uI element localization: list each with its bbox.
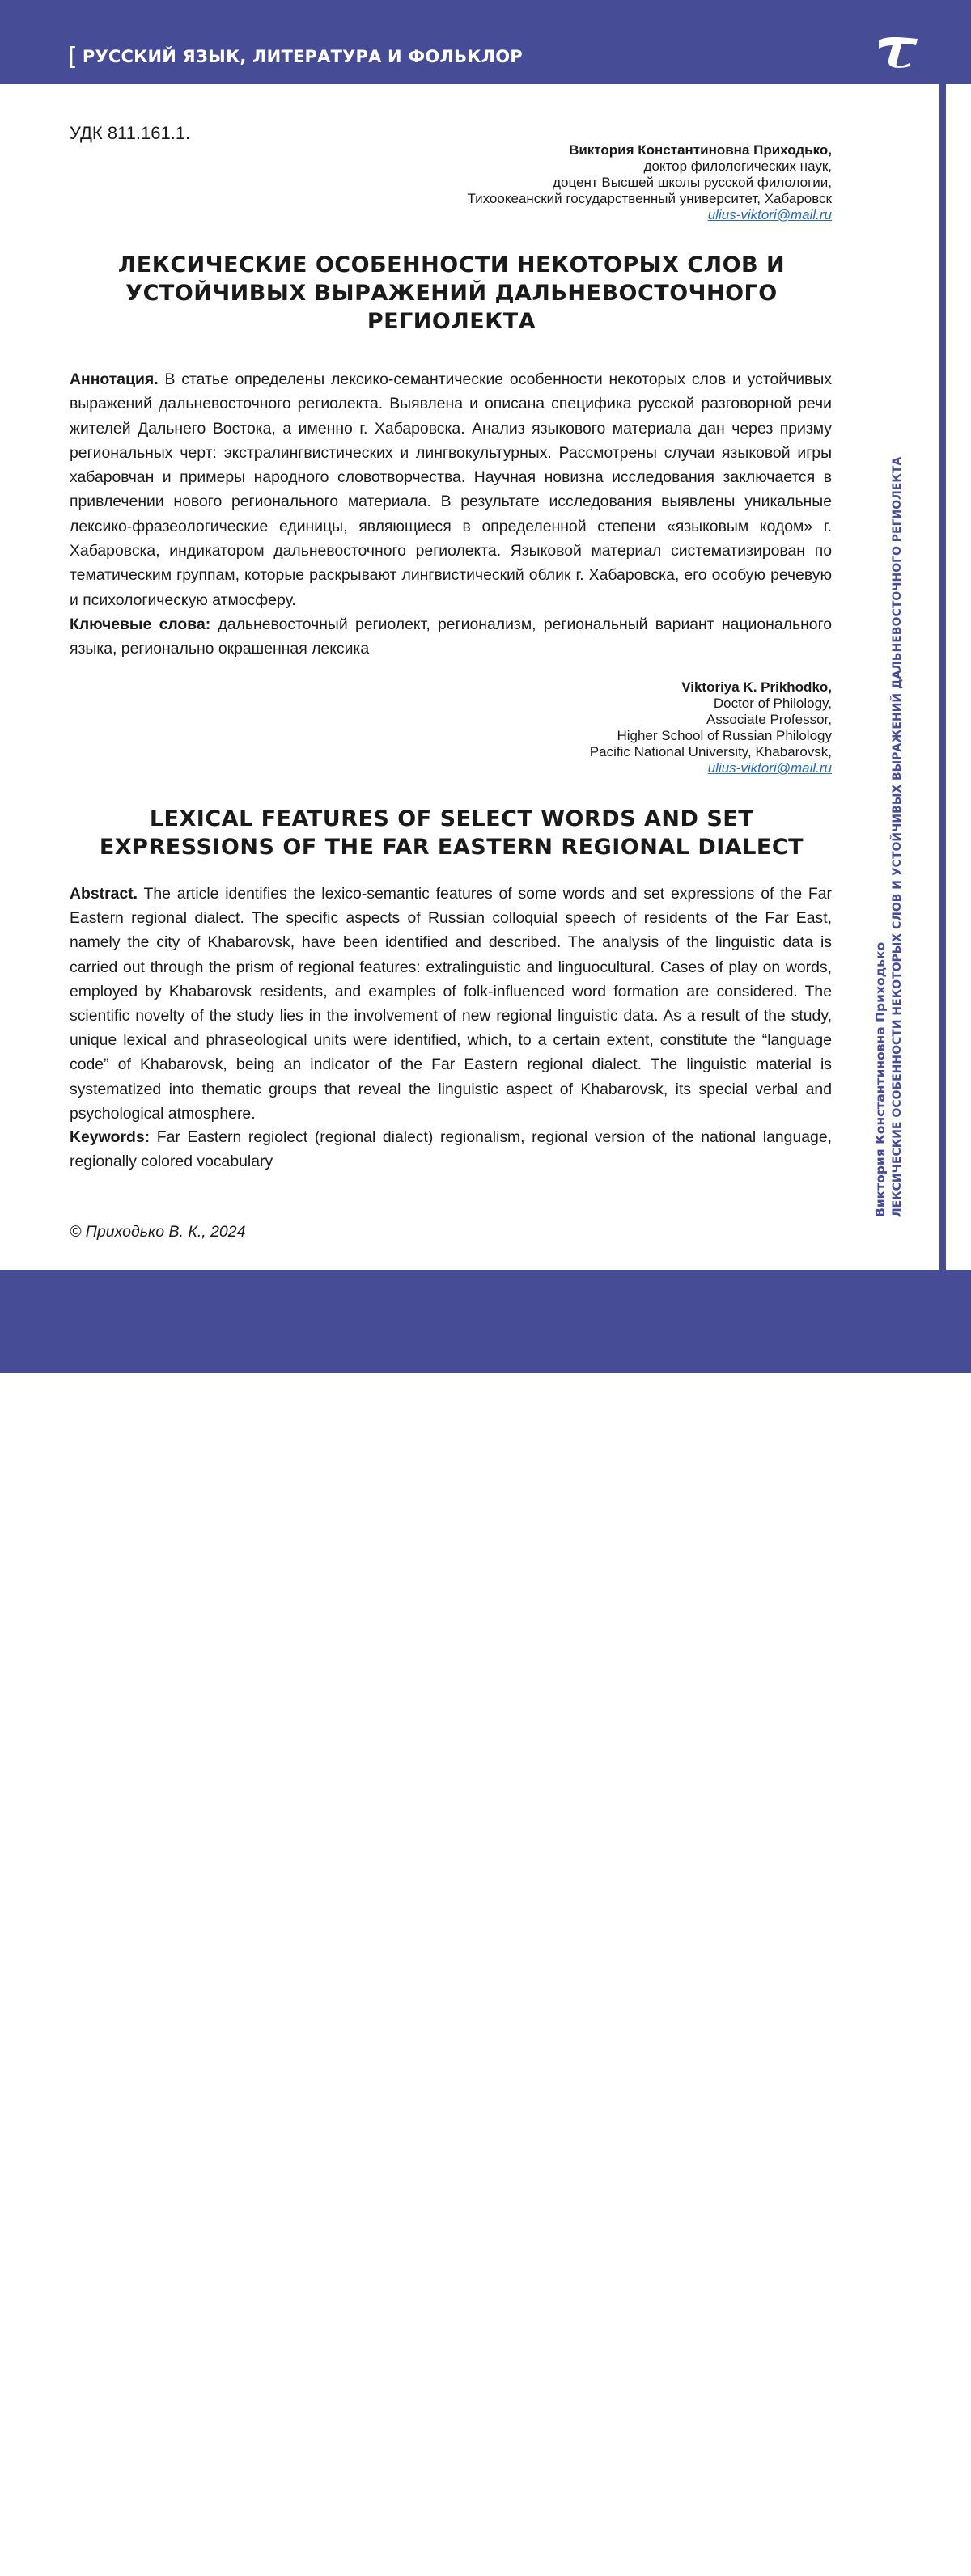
- abstract-text: The article identifies the lexico-semantic features of some words and set expressions of the Far Eastern regional dialect. The specific aspects of Russian colloquial speech of residents of the Far East, namely the city of Khabarovsk, have been identified and described. The analysis of the linguistic data is carried out through the prism of regional features: extralinguistic and linguocultural. Cases of play on words, employed by Khabarovsk residents, and examples of folk-influenced word formation are considered. The scientific novelty of the study lies in the involvement of new regional linguistic data. As a result of the study, unique lexical and phraseological units were identified, which, to a certain extent, constitute the “language code” of Khabarovsk, being an indicator of the Far Eastern regional dialect. The linguistic material is systematized into thematic groups that reveal the linguistic aspect of Khabarovsk, its special verbal and psychological atmosphere.: [70, 885, 832, 1123]
- section-name: РУССКИЙ ЯЗЫК, ЛИТЕРАТУРА И ФОЛЬКЛОР: [82, 47, 523, 66]
- keywords-en: [70, 1125, 832, 1174]
- section-bracket: [: [68, 43, 78, 71]
- abstract-en: [70, 882, 832, 1126]
- page-number: 67: [890, 2557, 910, 2575]
- title-en-line: EXPRESSIONS OF THE FAR EASTERN REGIONAL DIALECT: [99, 835, 804, 860]
- keywords-en-label: Keywords:: [70, 1128, 151, 1146]
- title-ru-line: ЛЕКСИЧЕСКИЕ ОСОБЕННОСТИ НЕКОТОРЫХ СЛОВ И: [117, 252, 786, 277]
- author-affiliation: Тихоокеанский государственный университет, Хабаровск: [467, 191, 832, 206]
- keywords-en-text: Far Eastern regiolect (regional dialect) regionalism, regional version of the national language, regionally colored vocabulary: [70, 1128, 832, 1171]
- keywords-ru: [70, 612, 832, 662]
- udk-code: УДК 811.161.1.: [70, 123, 191, 143]
- author-position-en: Associate Professor,: [706, 712, 832, 727]
- author-degree: доктор филологических наук,: [643, 159, 832, 174]
- annotation-ru: [70, 367, 832, 612]
- side-stripe: [939, 84, 946, 1270]
- title-ru-line: РЕГИОЛЕКТА: [367, 309, 536, 334]
- author-affiliation-en: Pacific National University, Khabarovsk,: [589, 744, 832, 759]
- vertical-author: Виктория Константиновна Приходько: [873, 941, 888, 1217]
- keywords-ru-text: дальневосточный региолект, регионализм, региональный вариант национального языка, регионально окрашенная лексика: [70, 615, 832, 658]
- title-ru-line: УСТОЙЧИВЫХ ВЫРАЖЕНИЙ ДАЛЬНЕВОСТОЧНОГО: [125, 281, 778, 306]
- author-email-link-en[interactable]: ulius-viktori@mail.ru: [707, 760, 832, 776]
- annotation-text: В статье определены лексико-семантические особенности некоторых слов и устойчивых выражений дальневосточного региолекта. Выявлена и описана специфика русской разговорной речи жителей Дальнего Востока, а именно г. Хабаровска. Анализ языкового материала дан через призму региональных черт: экстралингвистических и лингвокультурных. Рассмотрены случаи языковой игры хабаровчан и примеры народного словотворчества. Научная новизна исследования заключается в привлечении нового регионального материала. В результате исследования выявлены уникальные лексико-фразеологические единицы, являющиеся в определенной степени «языковым кодом» г. Хабаровска, индикатором дальневосточного региолекта. Языковой материал систематизирован по тематическим группам, которые раскрывают лингвистический облик г. Хабаровска, его особую речевую и психологическую атмосферу.: [70, 370, 832, 609]
- author-name: Виктория Константиновна Приходько,: [569, 142, 832, 158]
- vertical-running-title: [872, 408, 906, 1217]
- article-title-en: [70, 805, 833, 861]
- journal-logo-icon: [877, 36, 919, 68]
- article-title-ru: [70, 251, 833, 336]
- annotation-label: Аннотация.: [70, 370, 159, 388]
- author-degree-en: Doctor of Philology,: [713, 696, 832, 711]
- author-info-en: [590, 679, 832, 776]
- title-en-line: LEXICAL FEATURES OF SELECT WORDS AND SET: [149, 806, 754, 831]
- author-position: доцент Высшей школы русской филологии,: [553, 175, 832, 190]
- keywords-ru-label: Ключевые слова:: [70, 615, 211, 633]
- author-email-link[interactable]: ulius-viktori@mail.ru: [707, 207, 832, 222]
- author-info-ru: [467, 142, 832, 223]
- vertical-title: ЛЕКСИЧЕСКИЕ ОСОБЕННОСТИ НЕКОТОРЫХ СЛОВ И УСТОЙЧИВЫХ ВЫРАЖЕНИЙ ДАЛЬНЕВОСТОЧНОГО РЕГИОЛЕКТА: [891, 456, 904, 1217]
- author-school-en: Higher School of Russian Philology: [617, 728, 832, 743]
- header-band: [0, 0, 971, 84]
- abstract-label: Abstract.: [70, 885, 138, 903]
- footer-band: [0, 1270, 971, 2575]
- copyright-note: © Приходько В. К., 2024: [70, 1223, 246, 1241]
- section-title: [68, 40, 523, 69]
- author-name-en: Viktoriya K. Prikhodko,: [681, 679, 832, 695]
